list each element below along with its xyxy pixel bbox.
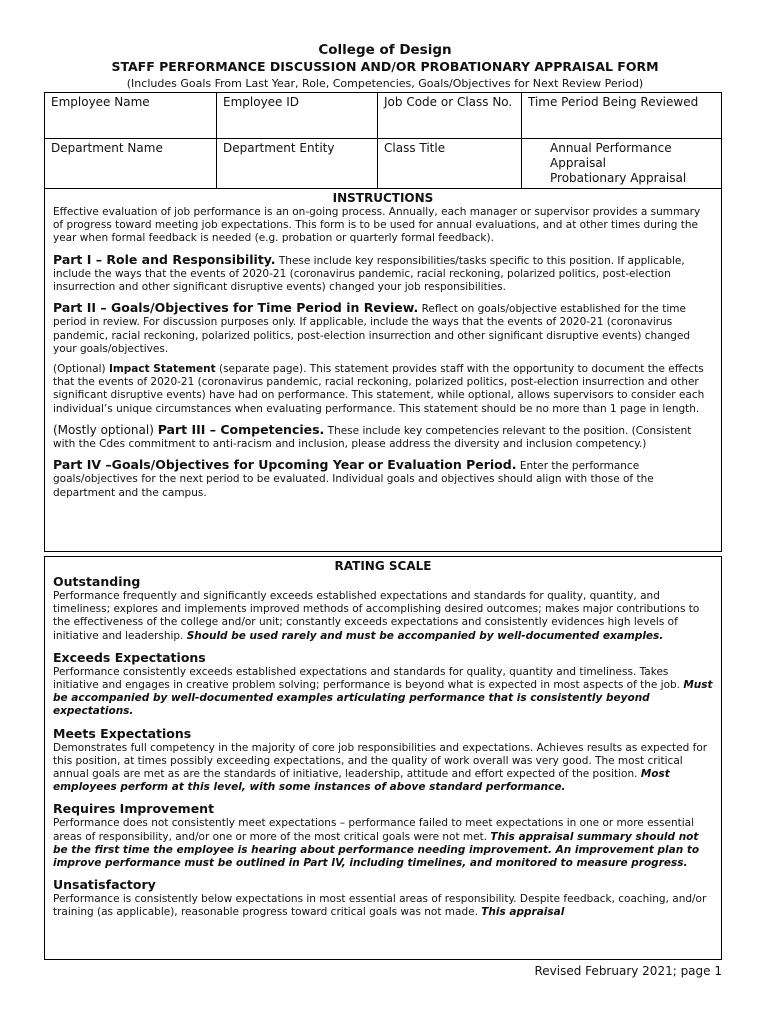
department-entity-label: Department Entity	[223, 141, 335, 155]
instructions-heading: INSTRUCTIONS	[332, 191, 434, 205]
time-period-field[interactable]	[522, 93, 722, 139]
part2-title: Part II – Goals/Objectives for Time Period in Review.	[53, 300, 419, 316]
part2-paragraph	[53, 301, 713, 356]
job-code-label: Job Code or Class No.	[384, 95, 513, 109]
department-entity-field[interactable]	[217, 139, 378, 189]
employee-id-field[interactable]	[217, 93, 378, 139]
part1-title: Part I – Role and Responsibility.	[53, 251, 276, 267]
instructions-section	[44, 188, 722, 552]
rating-unsatisfactory-desc	[53, 893, 713, 919]
impact-paragraph	[53, 363, 713, 416]
appraisal-type-options	[522, 139, 722, 189]
exceeds-text: Performance consistently exceeds established expectations and standards for quality, quantity and timeliness. Takes initiative and engages in creative problem solving; performance is beyond what is expected in most aspects of the job.	[53, 665, 684, 692]
part4-title: Part IV –Goals/Objectives for Upcoming Year or Evaluation Period.	[53, 457, 517, 473]
employee-id-label: Employee ID	[223, 95, 300, 109]
rating-exceeds-title: Exceeds Expectations	[53, 649, 206, 665]
employee-info-table	[44, 92, 722, 189]
form-header	[0, 42, 770, 91]
rating-scale-section	[44, 556, 722, 960]
rating-meets-desc	[53, 742, 713, 795]
requires-emphasis: This appraisal summary should not be the first time the employee is hearing about performance needing improvement. An improvement plan to improve performance must be outlined in Part IV, including timelines, and monitored to measure progress.	[53, 830, 700, 870]
instructions-intro: Effective evaluation of job performance is an on-going process. Annually, each manager or supervisor provides a summary of progress toward meeting job expectations. This form is to be used for annual evaluations, and at other times during the year when formal feedback is needed (e.g. probation or quarterly formal feedback).	[53, 206, 701, 245]
part4-paragraph	[53, 458, 713, 500]
part1-paragraph	[53, 253, 713, 295]
unsat-text: Performance is consistently below expectations in most essential areas of responsibility. Despite feedback, coaching, and/or training (as applicable), reasonable progress toward critical goals was not made.	[53, 893, 707, 919]
option-probationary-appraisal[interactable]: Probationary Appraisal	[550, 171, 687, 185]
job-code-field[interactable]	[378, 93, 522, 139]
part2-text: Reflect on goals/objective established for the time period in review. For discussion purposes only. If applicable, include the ways that the events of 2020-21 (coronavirus pandemic, racial reckoning, polarized politics, post-election insurrection and other significant disruptive events) changed your goals/objectives.	[53, 303, 691, 355]
option-annual-appraisal[interactable]: Annual Performance Appraisal	[550, 141, 672, 170]
outstanding-emphasis: Should be used rarely and must be accompanied by well-documented examples.	[186, 629, 664, 642]
class-title-field[interactable]	[378, 139, 522, 189]
rating-meets-title: Meets Expectations	[53, 725, 192, 741]
part3-text: These include key competencies relevant to the position. (Consistent with the Cdes commitment to anti-racism and inclusion, please address the diversity and inclusion competency.)	[53, 424, 692, 451]
rating-outstanding-desc	[53, 590, 713, 643]
department-name-field[interactable]	[45, 139, 217, 189]
outstanding-text: Performance frequently and significantly exceeds established expectations and standards for quality, quantity, and timeliness; explores and implements improved methods of accomplishing desired outcomes; makes major contributions to the effectiveness of the college and/or unit; constantly exceeds expectations and consistently evidences high levels of initiative and leadership.	[53, 590, 700, 642]
requires-text: Performance does not consistently meet expectations – performance failed to meet expectations in one or more essential areas of responsibility, and/or one or more of the most critical goals were not met.	[53, 817, 694, 843]
form-subtitle-note: (Includes Goals From Last Year, Role, Competencies, Goals/Objectives for Next Review Period)	[126, 77, 644, 90]
part4-text: Enter the performance goals/objectives for the next period to be evaluated. Individual goals and objectives should align with those of the department and the campus.	[53, 460, 654, 499]
time-period-label: Time Period Being Reviewed	[528, 95, 699, 109]
employee-name-field[interactable]	[45, 93, 217, 139]
college-name: College of Design	[318, 42, 452, 58]
part3-prefix: (Mostly optional)	[53, 422, 158, 437]
rating-requires-desc	[53, 817, 713, 870]
impact-prefix: (Optional)	[53, 363, 109, 376]
rating-exceeds-desc	[53, 666, 713, 719]
part3-title: Part III – Competencies.	[157, 421, 325, 437]
employee-name-label: Employee Name	[51, 95, 150, 109]
rating-scale-heading: RATING SCALE	[334, 559, 432, 573]
unsat-emphasis: This appraisal	[481, 906, 565, 919]
impact-text: (separate page). This statement provides staff with the opportunity to document the effects that the events of 2020-21 (coronavirus pandemic, racial reckoning, polarized politics, post-election insurrection and other significant disruptive events) have had on performance. This statement, while optional, allows supervisors to consider each individual’s unique circumstances when evaluating performance. This statement should be no more than 1 page in length.	[53, 363, 705, 415]
class-title-label: Class Title	[384, 141, 446, 155]
exceeds-emphasis: Must be accompanied by well-documented examples articulating performance that is consistently beyond expectations.	[53, 679, 713, 718]
form-title: STAFF PERFORMANCE DISCUSSION AND/OR PROBATIONARY APPRAISAL FORM	[111, 59, 659, 74]
part1-text: These include key responsibilities/tasks specific to this position. If applicable, include the ways that the events of 2020-21 (coronavirus pandemic, racial reckoning, polarized politics, post-election insurrection and other significant disruptive events) changed your job responsibilities.	[53, 254, 685, 294]
rating-outstanding-title: Outstanding	[53, 574, 141, 589]
meets-text: Demonstrates full competency in the majority of core job responsibilities and expectations. Achieves results as expected for this position, at times possibly exceeding expectations, and the quality of work overall was very good. The most critical annual goals are met as are the standards of initiative, leadership, attitude and effort expected of the position.	[53, 741, 708, 781]
meets-emphasis: Most employees perform at this level, with some instances of above standard performance.	[53, 768, 670, 794]
department-name-label: Department Name	[51, 141, 163, 155]
impact-title: Impact Statement	[108, 363, 216, 376]
part3-paragraph	[53, 423, 713, 451]
rating-unsatisfactory-title: Unsatisfactory	[53, 877, 156, 893]
page-footer: Revised February 2021; page 1	[534, 964, 722, 978]
rating-requires-title: Requires Improvement	[53, 801, 215, 817]
